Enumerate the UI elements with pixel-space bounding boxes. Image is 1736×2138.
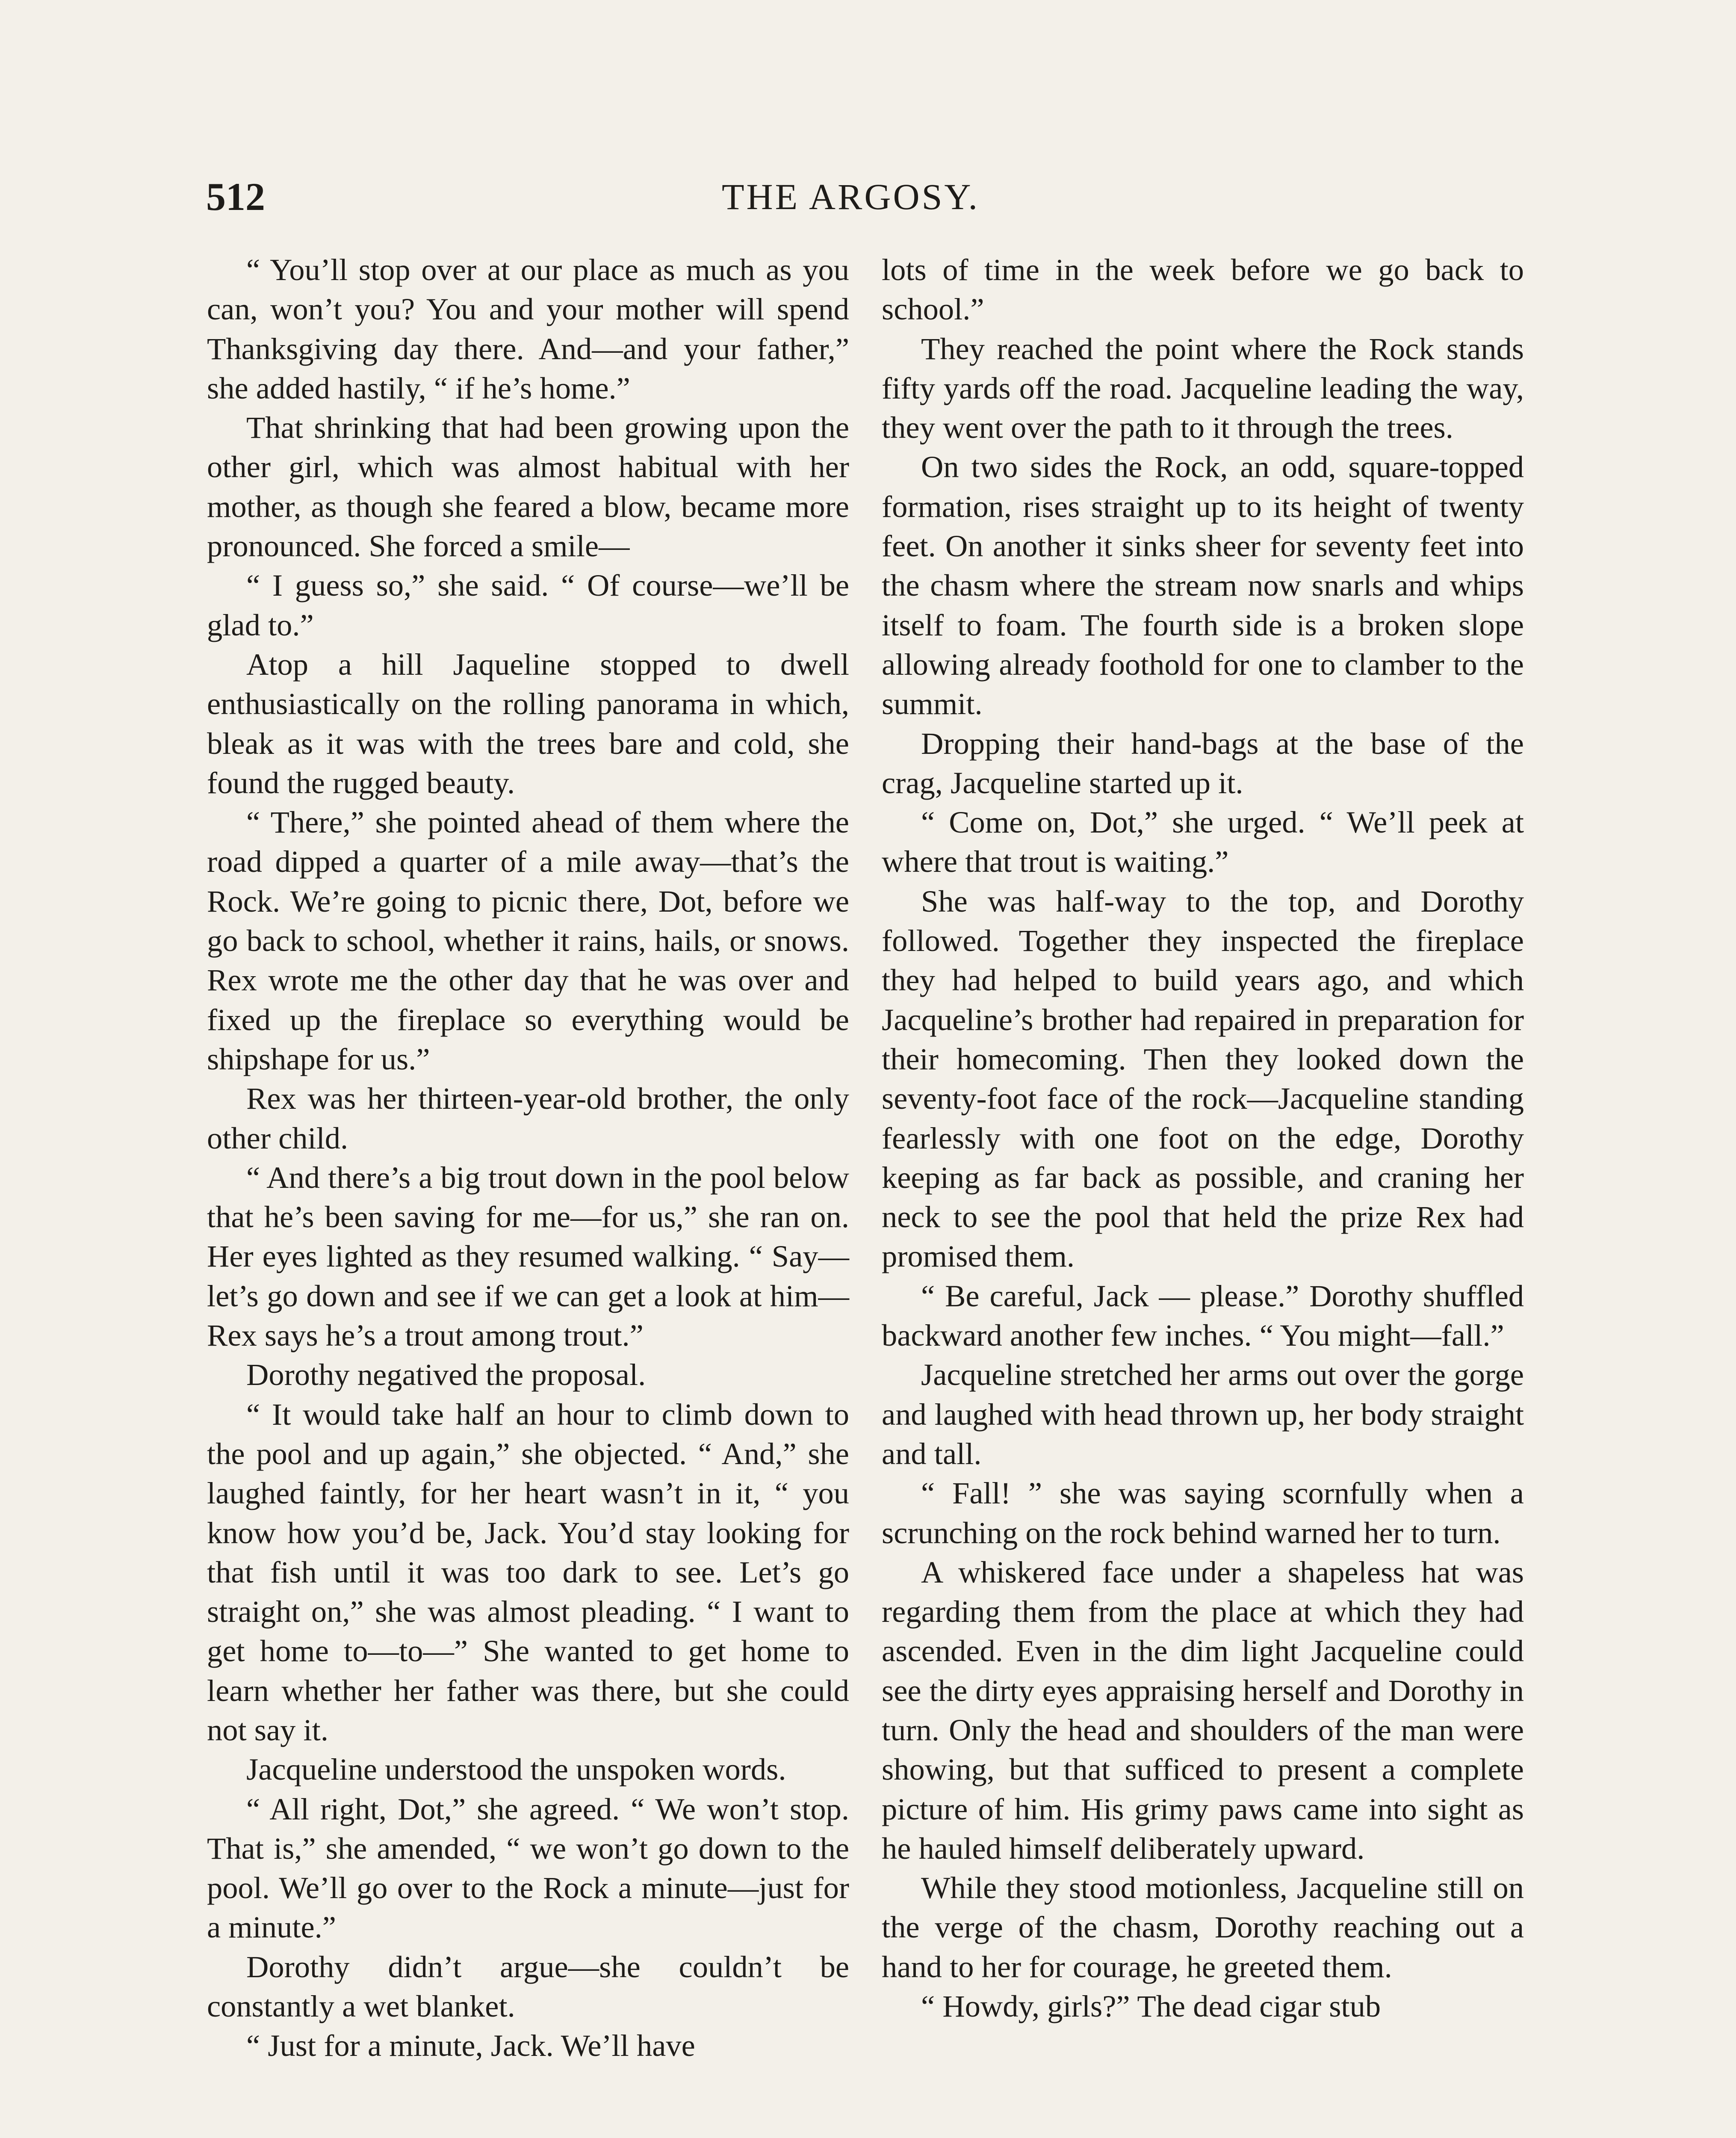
paragraph: They reached the point where the Rock stands fifty yards off the road. Jacqueline leading the way, they went over the path to it through the trees. [882,331,1524,445]
paragraph: Dorothy didn’t argue—she couldn’t be constantly a wet blanket. [207,1949,849,2024]
paragraph: Atop a hill Jaqueline stopped to dwell enthusiastically on the rolling panorama in which, bleak as it was with the trees bare and cold, she found the rugged beauty. [207,647,849,800]
paragraph: Jacqueline stretched her arms out over the gorge and laughed with head thrown up, her body straight and tall. [882,1357,1524,1471]
paragraph: “ Come on, Dot,” she urged. “ We’ll peek at where that trout is waiting.” [882,805,1524,879]
paragraph: “ It would take half an hour to climb down to the pool and up again,” she objected. “ And,” she laughed faintly, for her heart wasn’t in it, “ you know how you’d be, Jack. You’d stay looking for that fish until it was too dark to see. Let’s go straight on,” she was almost pleading. “ I want to get home to—to—” She wanted to get home to learn whether her father was there, but she could not say it. [207,1397,849,1747]
paragraph: Dropping their hand-bags at the base of the crag, Jacqueline started up it. [882,726,1524,800]
page-header [0,162,1736,231]
page-number: 512 [206,175,265,219]
paragraph: “ All right, Dot,” she agreed. “ We won’t stop. That is,” she amended, “ we won’t go down to the pool. We’ll go over to the Rock a minute—just for a minute.” [207,1791,849,1945]
paragraph: Rex was her thirteen-year-old brother, the only other child. [207,1081,849,1155]
paragraph: “ Be careful, Jack — please.” Dorothy shuffled backward another few inches. “ You might—fall.” [882,1278,1524,1353]
paragraph: Dorothy negatived the proposal. [246,1357,646,1392]
paragraph: “ Fall! ” she was saying scornfully when a scrunching on the rock behind warned her to turn. [882,1476,1524,1550]
paragraph: “ Howdy, girls?” The dead cigar stub [921,1989,1381,2024]
paragraph: “ There,” she pointed ahead of them where the road dipped a quarter of a mile away—that’s the Rock. We’re going to picnic there, Dot, before we go back to school, whether it rains, hails, or snows. Rex wrote me the other day that he was over and fixed up the fireplace so everything would be shipshape for us.” [207,805,849,1076]
paragraph: A whiskered face under a shapeless hat was regarding them from the place at which they had ascended. Even in the dim light Jacqueline could see the dirty eyes appraising herself and Dorothy in turn. Only the head and shoulders of the man were showing, but that sufficed to present a complete picture of him. His grimy paws came into sight as he hauled himself deliberately upward. [882,1554,1524,1866]
paragraph: That shrinking that had been growing upon the other girl, which was almost habitual with her mother, as though she feared a blow, became more pronounced. She forced a smile— [207,410,849,564]
left-text-column [207,250,849,2066]
paragraph: “ You’ll stop over at our place as much as you can, won’t you? You and your mother will spend Thanksgiving day there. And—and your father,” she added hastily, “ if he’s home.” [207,252,849,405]
running-head: THE ARGOSY. [722,176,980,217]
paragraph: On two sides the Rock, an odd, square-topped formation, rises straight up to its height of twenty feet. On another it sinks sheer for seventy feet into the chasm where the stream now snarls and whips itself to foam. The fourth side is a broken slope allowing already foothold for one to clamber to the summit. [882,449,1524,721]
paragraph-continued: lots of time in the week before we go back to school.” [882,252,1524,327]
paragraph: “ Just for a minute, Jack. We’ll have [246,2028,695,2063]
right-text-column [882,250,1524,2026]
paragraph: “ And there’s a big trout down in the pool below that he’s been saving for me—for us,” she ran on. Her eyes lighted as they resumed walking. “ Say—let’s go down and see if we can get a look at him—Rex says he’s a trout among trout.” [207,1160,849,1353]
paragraph: “ I guess so,” she said. “ Of course—we’ll be glad to.” [207,568,849,642]
paragraph: While they stood motionless, Jacqueline still on the verge of the chasm, Dorothy reaching out a hand to her for courage, he greeted them. [882,1870,1524,1984]
paragraph: Jacqueline understood the unspoken words. [246,1752,786,1787]
paragraph: She was half-way to the top, and Dorothy followed. Together they inspected the fireplace they had helped to build years ago, and which Jacqueline’s brother had repaired in preparation for their homecoming. Then they looked down the seventy-foot face of the rock—Jacqueline standing fearlessly with one foot on the edge, Dorothy keeping as far back as possible, and craning her neck to see the pool that held the prize Rex had promised them. [882,883,1524,1274]
